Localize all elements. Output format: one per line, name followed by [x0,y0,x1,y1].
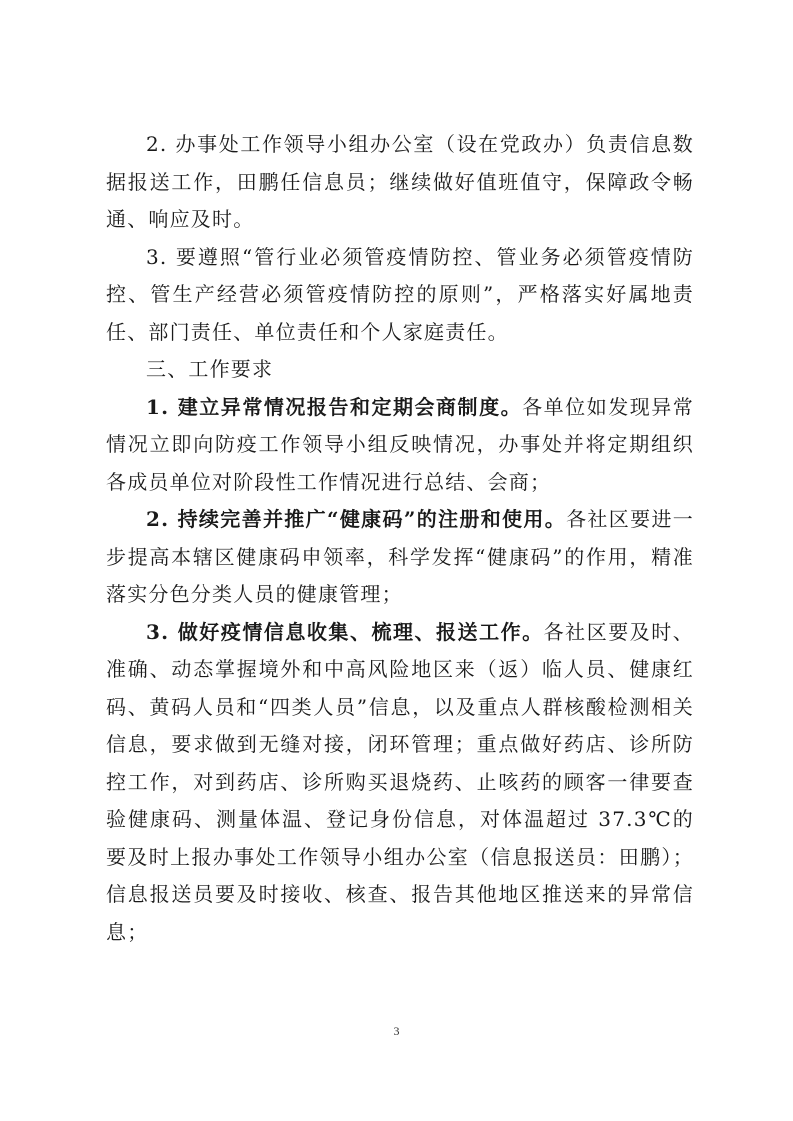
requirement-2-title: 2. 持续完善并推广“健康码”的注册和使用。 [146,507,567,531]
paragraph-requirement-2 [106,501,694,614]
paragraph-responsibility-3: 3. 要遵照“管行业必须管疫情防控、管业务必须管疫情防控、管生产经营必须管疫情防控的原则”，严格落实好属地责任、部门责任、单位责任和个人家庭责任。 [106,244,694,344]
paragraph-requirement-1 [106,389,694,502]
requirement-3-text: 各社区要及时、准确、动态掌握境外和中高风险地区来（返）临人员、健康红码、黄码人员和“四类人员”信息，以及重点人群核酸检测相关信息，要求做到无缝对接，闭环管理；重点做好药店、诊所防控工作，对到药店、诊所购买退烧药、止咳药的顾客一律要查验健康码、测量体温、登记身份信息，对体温超过 37.3℃的要及时上报办事处工作领导小组办公室（信息报送员：田鹏）；信息报送员要及时接收、核查、报告其他地区推送来的异常信息； [106,619,694,944]
requirement-3-title: 3. 做好疫情信息收集、梳理、报送工作。 [146,619,544,644]
requirement-2-text: 各社区要进一步提高本辖区健康码申领率，科学发挥“健康码”的作用，精准落实分色分类人员的健康管理； [106,507,695,606]
section-heading-requirements: 三、工作要求 [146,357,274,381]
page-number: 3 [393,1024,400,1038]
requirement-1-title: 1. 建立异常情况报告和定期会商制度。 [146,394,523,419]
paragraph-requirement-3 [106,614,694,952]
requirement-1-text: 各单位如发现异常情况立即向防疫工作领导小组反映情况，办事处并将定期组织各成员单位对阶段性工作情况进行总结、会商； [106,394,694,494]
document-body [106,126,694,951]
paragraph-responsibility-2: 2. 办事处工作领导小组办公室（设在党政办）负责信息数据报送工作，田鹏任信息员；继续做好值班值守，保障政令畅通、响应及时。 [106,132,694,231]
